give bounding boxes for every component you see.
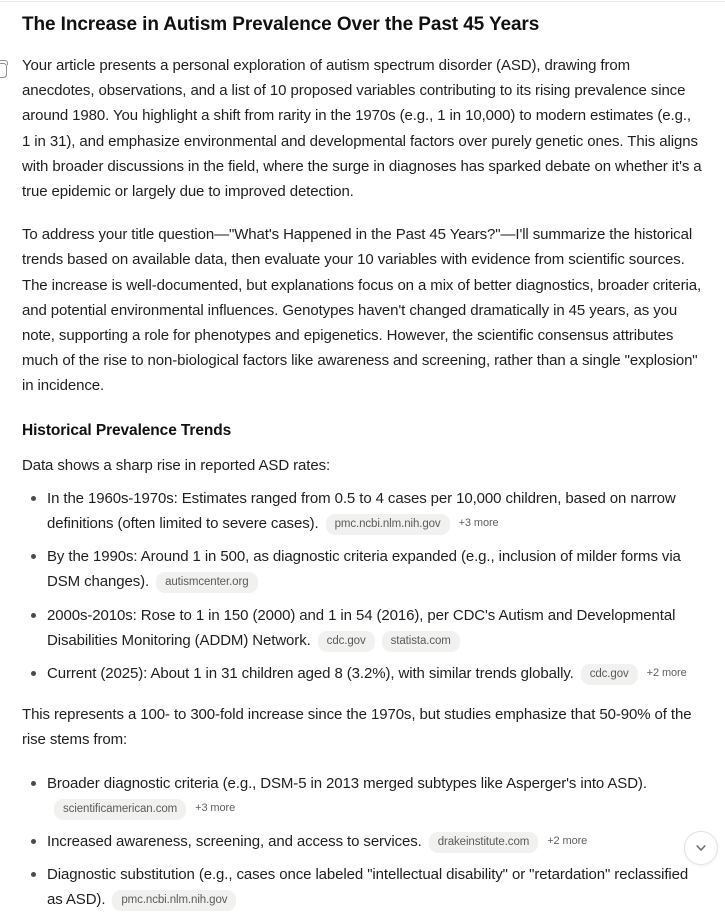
list-item-text: In the 1960s-1970s: Estimates ranged from 0.5 to 4 cases per 10,000 children, based on narrow definitions (often limited to severe cases). [47, 489, 676, 533]
list-item [22, 771, 703, 821]
top-divider [0, 1, 725, 2]
trends-bullet-list [22, 486, 703, 686]
list-item [22, 486, 703, 536]
citation-chip[interactable]: cdc.gov [581, 664, 638, 685]
list-item [22, 862, 703, 912]
bullet-icon [31, 872, 36, 877]
citation-chips [422, 833, 588, 850]
list-item-text: 2000s-2010s: Rose to 1 in 150 (2000) and 1 in 54 (2016), per CDC's Autism and Developmental Disabilities Monitoring (ADDM) Network. [47, 606, 676, 649]
page-title: The Increase in Autism Prevalence Over the Past 45 Years [22, 14, 540, 35]
bullet-icon [31, 781, 36, 786]
citation-chips [574, 665, 687, 682]
scroll-down-button[interactable] [684, 831, 718, 865]
citation-chips [105, 891, 236, 908]
list-item-text: Broader diagnostic criteria (e.g., DSM-5 in 2013 merged subtypes like Asperger's into ASD). [47, 774, 647, 792]
bullet-icon [31, 671, 36, 676]
paragraph-fold-increase: This represents a 100- to 300-fold increase since the 1970s, but studies emphasize that 50-90% of the rise stems from: [22, 706, 692, 749]
copy-icon[interactable] [0, 63, 7, 78]
list-item-text: By the 1990s: Around 1 in 500, as diagnostic criteria expanded (e.g., inclusion of milder forms via DSM changes). [47, 548, 681, 591]
citation-chips [47, 800, 235, 817]
causes-bullet-list [22, 771, 703, 913]
bullet-icon [31, 613, 36, 618]
bullet-icon [31, 496, 36, 501]
list-item-text: Diagnostic substitution (e.g., cases once labeled "intellectual disability" or "retardation" reclassified as ASD). [47, 866, 689, 909]
list-item [22, 661, 703, 686]
more-citations-label[interactable]: +2 more [646, 667, 687, 680]
chevron-down-icon [694, 841, 708, 855]
citation-chip[interactable]: pmc.ncbi.nlm.nih.gov [326, 514, 450, 535]
citation-chip[interactable]: statista.com [382, 631, 460, 652]
citation-chip[interactable]: pmc.ncbi.nlm.nih.gov [112, 890, 236, 911]
citation-chip[interactable]: cdc.gov [318, 631, 375, 652]
more-citations-label[interactable]: +2 more [547, 835, 588, 848]
paragraph-overview: Your article presents a personal exploration of autism spectrum disorder (ASD), drawing from anecdotes, observations, and a list of 10 proposed variables contributing to its rising prevalence since around 1980. You highlight a shift from rarity in the 1970s (e.g., 1 in 10,000) to modern estimates (e.g., 1 in 31), and emphasize environmental and developmental factors over purely genetic ones. This aligns with broader discussions in the field, where the surge in diagnoses has sparked debate on whether it's a true epidemic or largely due to improved detection. [22, 57, 702, 201]
list-item [22, 829, 703, 854]
citation-chips [311, 632, 460, 649]
list-item [22, 544, 703, 594]
section-heading-historical-trends: Historical Prevalence Trends [22, 421, 232, 439]
list-item-text: Increased awareness, screening, and access to services. [47, 833, 422, 851]
more-citations-label[interactable]: +3 more [458, 517, 499, 530]
citation-chip[interactable]: autismcenter.org [156, 572, 257, 593]
bullet-icon [31, 554, 36, 559]
bullet-icon [31, 839, 36, 844]
trends-list-intro: Data shows a sharp rise in reported ASD rates: [22, 456, 331, 474]
list-item-text: Current (2025): About 1 in 31 children aged 8 (3.2%), with similar trends globally. [47, 665, 574, 683]
citation-chips [149, 573, 257, 590]
citation-chip[interactable]: scientificamerican.com [54, 799, 186, 820]
citation-chips [319, 515, 499, 532]
list-item [22, 603, 703, 653]
citation-chip[interactable]: drakeinstitute.com [429, 832, 539, 853]
more-citations-label[interactable]: +3 more [195, 801, 236, 814]
paragraph-approach: To address your title question—"What's Happened in the Past 45 Years?"—I'll summarize the historical trends based on available data, then evaluate your 10 variables with evidence from scientific sources. The increase is well-documented, but explanations focus on a mix of better diagnostics, broader criteria, and potential environmental influences. Genotypes haven't changed dramatically in 45 years, as you note, supporting a role for phenotypes and epigenetics. However, the scientific consensus attributes much of the rise to non-biological factors like awareness and screening, rather than a single "explosion" in incidence. [22, 226, 702, 395]
